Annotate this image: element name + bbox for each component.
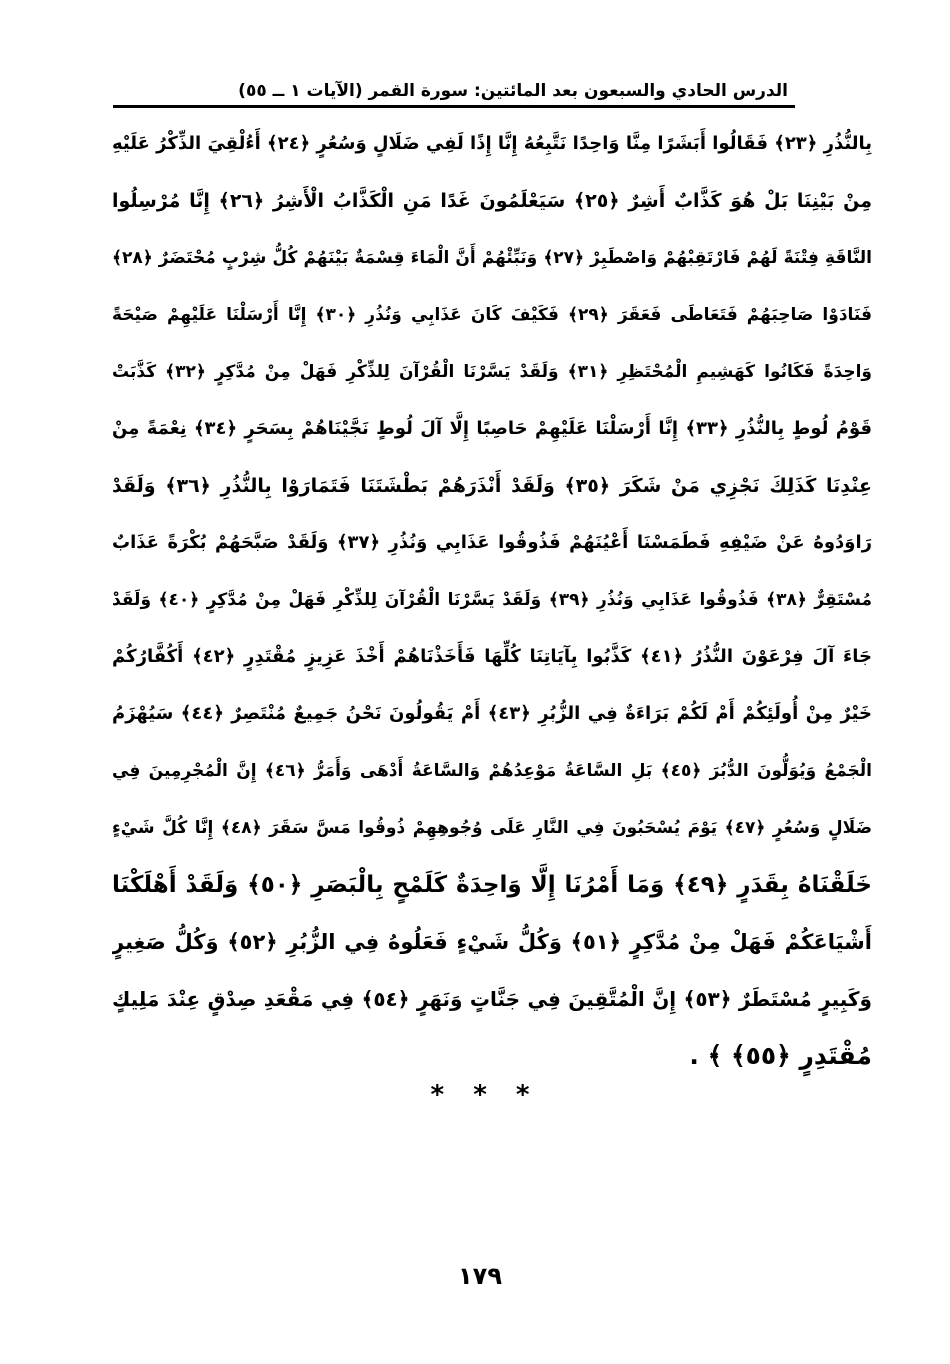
page-number: ١٧٩ <box>458 1262 502 1290</box>
verse-line-14: خَلَقْنَاهُ بِقَدَرٍ ﴿٤٩﴾ وَمَا أَمْرُنَا إِلَّا وَاحِدَةٌ كَلَمْحٍ بِالْبَصَرِ ﴿٥٠﴾ وَلَقَدْ أَهْلَكْنَا <box>112 872 872 898</box>
verse-line-3: النَّاقَةِ فِتْنَةً لَهُمْ فَارْتَقِبْهُمْ وَاصْطَبِرْ ﴿٢٧﴾ وَنَبِّئْهُمْ أَنَّ الْمَاءَ قِسْمَةٌ بَيْنَهُمْ كُلُّ شِرْبٍ مُحْتَضَرٌ ﴿٢٨﴾ <box>112 248 872 268</box>
verse-line-6: قَوْمُ لُوطٍ بِالنُّذُرِ ﴿٣٣﴾ إِنَّا أَرْسَلْنَا عَلَيْهِمْ حَاصِبًا إِلَّا آلَ لُوطٍ نَجَّيْنَاهُمْ بِسَحَرٍ ﴿٣٤﴾ نِعْمَةً مِنْ <box>112 418 872 439</box>
verse-line-16: وَكَبِيرٍ مُسْتَطَرٌ ﴿٥٣﴾ إِنَّ الْمُتَّقِينَ فِي جَنَّاتٍ وَنَهَرٍ ﴿٥٤﴾ فِي مَقْعَدِ صِدْقٍ عِنْدَ مَلِيكٍ <box>112 987 872 1011</box>
verse-line-13: ضَلَالٍ وَسُعُرٍ ﴿٤٧﴾ يَوْمَ يُسْحَبُونَ فِي النَّارِ عَلَى وُجُوهِهِمْ ذُوقُوا مَسَّ سَقَرَ ﴿٤٨﴾ إِنَّا كُلَّ شَيْءٍ <box>112 818 872 838</box>
verse-line-1: بِالنُّذُرِ ﴿٢٣﴾ فَقَالُوا أَبَشَرًا مِنَّا وَاحِدًا نَتَّبِعُهُ إِنَّا إِذًا لَفِي ضَلَالٍ وَسُعُرٍ ﴿٢٤﴾ أَءُلْقِيَ الذِّكْرُ عَلَيْهِ <box>112 133 872 154</box>
verse-line-4: فَنَادَوْا صَاحِبَهُمْ فَتَعَاطَى فَعَقَرَ ﴿٢٩﴾ فَكَيْفَ كَانَ عَذَابِي وَنُذُرِ ﴿٣٠﴾ إِنَّا أَرْسَلْنَا عَلَيْهِمْ صَيْحَةً <box>112 305 872 325</box>
verse-line-15: أَشْيَاعَكُمْ فَهَلْ مِنْ مُدَّكِرٍ ﴿٥١﴾ وَكُلُّ شَيْءٍ فَعَلُوهُ فِي الزُّبُرِ ﴿٥٢﴾ وَكُلُّ صَغِيرٍ <box>112 930 872 954</box>
verse-line-5: وَاحِدَةً فَكَانُوا كَهَشِيمِ الْمُحْتَظِرِ ﴿٣١﴾ وَلَقَدْ يَسَّرْنَا الْقُرْآنَ لِلذِّكْرِ فَهَلْ مِنْ مُدَّكِرٍ ﴿٣٢﴾ كَذَّبَتْ <box>112 362 872 382</box>
running-header: الدرس الحادي والسبعون بعد المائتين: سورة القمر (الآيات ١ ــ ٥٥) <box>238 81 788 101</box>
verse-line-7: عِنْدِنَا كَذَلِكَ نَجْزِي مَنْ شَكَرَ ﴿٣٥﴾ وَلَقَدْ أَنْذَرَهُمْ بَطْشَتَنَا فَتَمَارَوْا بِالنُّذُرِ ﴿٣٦﴾ وَلَقَدْ <box>112 475 872 497</box>
quran-text-body <box>112 118 872 1038</box>
verse-line-9: مُسْتَقِرٌّ ﴿٣٨﴾ فَذُوقُوا عَذَابِي وَنُذُرِ ﴿٣٩﴾ وَلَقَدْ يَسَّرْنَا الْقُرْآنَ لِلذِّكْرِ فَهَلْ مِنْ مُدَّكِرٍ ﴿٤٠﴾ وَلَقَدْ <box>112 590 872 610</box>
header-rule <box>113 105 795 108</box>
section-separator: * * * <box>430 1080 540 1110</box>
verse-line-17: مُقْتَدِرٍ ﴿٥٥﴾ ﴾ . <box>689 1041 872 1070</box>
verse-line-12: الْجَمْعُ وَيُوَلُّونَ الدُّبُرَ ﴿٤٥﴾ بَلِ السَّاعَةُ مَوْعِدُهُمْ وَالسَّاعَةُ أَدْهَى وَأَمَرُّ ﴿٤٦﴾ إِنَّ الْمُجْرِمِينَ فِي <box>112 761 872 781</box>
verse-line-8: رَاوَدُوهُ عَنْ ضَيْفِهِ فَطَمَسْنَا أَعْيُنَهُمْ فَذُوقُوا عَذَابِي وَنُذُرِ ﴿٣٧﴾ وَلَقَدْ صَبَّحَهُمْ بُكْرَةً عَذَابٌ <box>112 532 872 553</box>
verse-line-10: جَاءَ آلَ فِرْعَوْنَ النُّذُرُ ﴿٤١﴾ كَذَّبُوا بِآيَاتِنَا كُلِّهَا فَأَخَذْنَاهُمْ أَخْذَ عَزِيزٍ مُقْتَدِرٍ ﴿٤٢﴾ أَكُفَّارُكُمْ <box>112 646 872 667</box>
verse-line-11: خَيْرٌ مِنْ أُولَئِكُمْ أَمْ لَكُمْ بَرَاءَةٌ فِي الزُّبُرِ ﴿٤٣﴾ أَمْ يَقُولُونَ نَحْنُ جَمِيعٌ مُنْتَصِرٌ ﴿٤٤﴾ سَيُهْزَمُ <box>112 703 872 724</box>
verse-line-2: مِنْ بَيْنِنَا بَلْ هُوَ كَذَّابٌ أَشِرٌ ﴿٢٥﴾ سَيَعْلَمُونَ غَدًا مَنِ الْكَذَّابُ الْأَشِرُ ﴿٢٦﴾ إِنَّا مُرْسِلُوا <box>112 190 872 212</box>
